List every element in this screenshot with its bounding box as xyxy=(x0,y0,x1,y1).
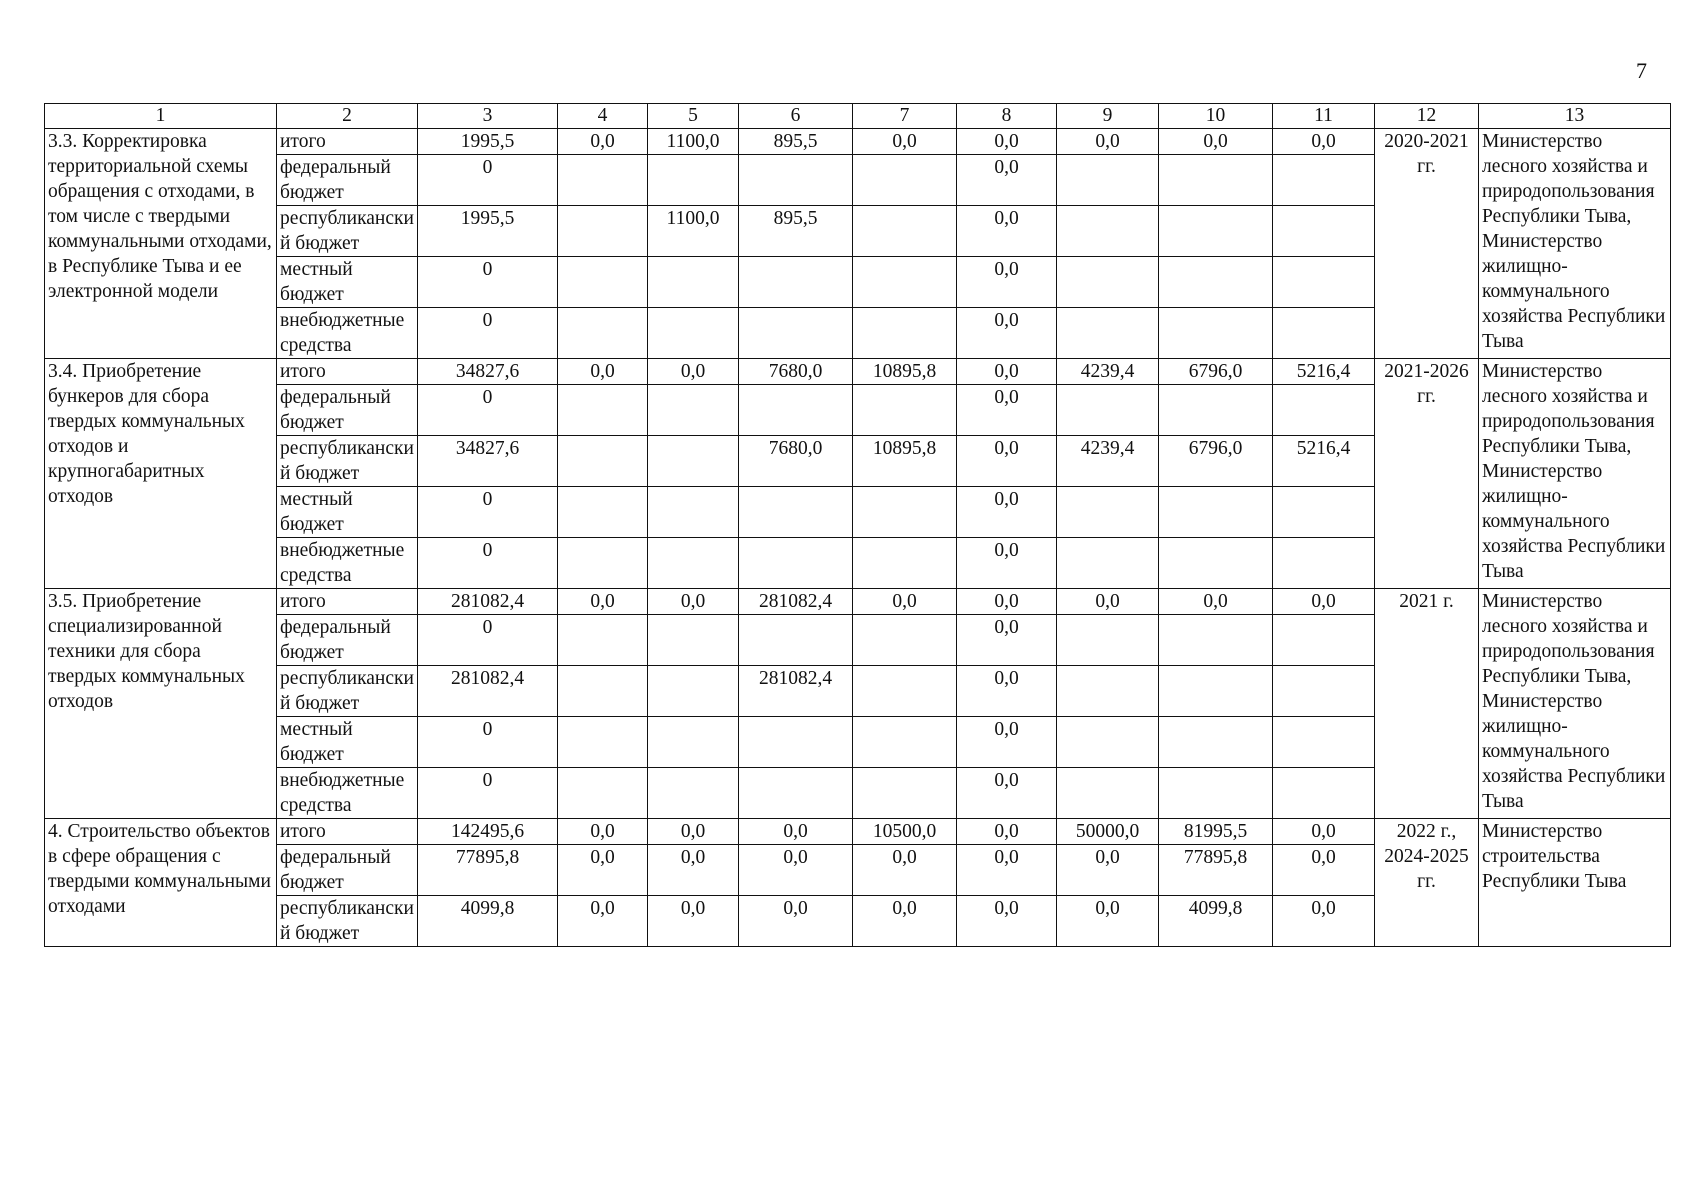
amount-cell: 0,0 xyxy=(957,717,1057,768)
amount-cell: 0,0 xyxy=(957,896,1057,947)
amount-cell: 281082,4 xyxy=(739,666,853,717)
funding-source: внебюджетные средства xyxy=(277,768,418,819)
funding-source: местный бюджет xyxy=(277,257,418,308)
amount-cell xyxy=(648,768,739,819)
amount-cell xyxy=(1159,768,1273,819)
amount-cell xyxy=(853,487,957,538)
column-number-row xyxy=(45,104,1671,129)
amount-cell xyxy=(1057,538,1159,589)
amount-cell xyxy=(1057,308,1159,359)
amount-cell: 6796,0 xyxy=(1159,359,1273,385)
amount-cell xyxy=(648,717,739,768)
column-number-9: 9 xyxy=(1057,104,1159,129)
amount-cell xyxy=(1273,717,1375,768)
column-number-12: 12 xyxy=(1375,104,1479,129)
column-number-13: 13 xyxy=(1479,104,1671,129)
amount-cell: 0,0 xyxy=(853,845,957,896)
amount-cell: 0,0 xyxy=(957,666,1057,717)
amount-cell xyxy=(1057,206,1159,257)
funding-source: федеральный бюджет xyxy=(277,615,418,666)
amount-cell xyxy=(558,666,648,717)
amount-cell: 1995,5 xyxy=(418,129,558,155)
funding-source: местный бюджет xyxy=(277,717,418,768)
amount-cell xyxy=(1273,487,1375,538)
amount-cell xyxy=(648,487,739,538)
amount-cell xyxy=(648,385,739,436)
amount-cell: 0,0 xyxy=(739,819,853,845)
amount-cell xyxy=(1273,666,1375,717)
responsible-executor: Министерство лесного хозяйства и природопользования Республики Тыва, Министерство жилищно-коммунального хозяйства Республики Тыва xyxy=(1479,359,1671,589)
table-row xyxy=(45,129,1671,155)
amount-cell xyxy=(648,155,739,206)
amount-cell: 0,0 xyxy=(648,359,739,385)
amount-cell xyxy=(1159,666,1273,717)
amount-cell xyxy=(1159,487,1273,538)
funding-source: республиканский бюджет xyxy=(277,666,418,717)
table-row xyxy=(45,819,1671,845)
amount-cell: 0,0 xyxy=(957,385,1057,436)
page-number: 7 xyxy=(1636,58,1647,83)
amount-cell: 10895,8 xyxy=(853,359,957,385)
amount-cell xyxy=(739,768,853,819)
amount-cell: 0,0 xyxy=(648,845,739,896)
amount-cell: 0 xyxy=(418,385,558,436)
funding-source: итого xyxy=(277,129,418,155)
amount-cell: 0,0 xyxy=(957,615,1057,666)
amount-cell xyxy=(558,206,648,257)
amount-cell: 281082,4 xyxy=(418,589,558,615)
amount-cell: 0,0 xyxy=(648,589,739,615)
amount-cell: 281082,4 xyxy=(739,589,853,615)
amount-cell xyxy=(1273,538,1375,589)
amount-cell xyxy=(648,538,739,589)
column-number-3: 3 xyxy=(418,104,558,129)
funding-source: республиканский бюджет xyxy=(277,896,418,947)
amount-cell xyxy=(558,385,648,436)
amount-cell: 0,0 xyxy=(1057,896,1159,947)
amount-cell xyxy=(853,717,957,768)
amount-cell: 0,0 xyxy=(1273,845,1375,896)
amount-cell xyxy=(1057,257,1159,308)
column-number-5: 5 xyxy=(648,104,739,129)
column-number-11: 11 xyxy=(1273,104,1375,129)
amount-cell: 0,0 xyxy=(957,768,1057,819)
table-row xyxy=(45,359,1671,385)
amount-cell xyxy=(648,436,739,487)
amount-cell xyxy=(558,436,648,487)
amount-cell xyxy=(1057,768,1159,819)
amount-cell xyxy=(1057,615,1159,666)
amount-cell xyxy=(1273,206,1375,257)
amount-cell: 0,0 xyxy=(957,206,1057,257)
amount-cell: 0,0 xyxy=(1057,845,1159,896)
amount-cell xyxy=(853,385,957,436)
amount-cell xyxy=(1159,257,1273,308)
amount-cell xyxy=(648,308,739,359)
amount-cell: 0,0 xyxy=(1057,589,1159,615)
amount-cell: 0,0 xyxy=(558,359,648,385)
amount-cell xyxy=(853,615,957,666)
amount-cell: 0,0 xyxy=(957,359,1057,385)
funding-source: итого xyxy=(277,359,418,385)
amount-cell: 0,0 xyxy=(739,845,853,896)
amount-cell: 50000,0 xyxy=(1057,819,1159,845)
amount-cell: 0,0 xyxy=(1273,896,1375,947)
amount-cell xyxy=(648,615,739,666)
column-number-1: 1 xyxy=(45,104,277,129)
amount-cell: 0,0 xyxy=(957,845,1057,896)
amount-cell: 34827,6 xyxy=(418,359,558,385)
amount-cell: 0,0 xyxy=(957,819,1057,845)
amount-cell: 0,0 xyxy=(1273,129,1375,155)
amount-cell: 0,0 xyxy=(957,538,1057,589)
amount-cell xyxy=(1057,717,1159,768)
funding-source: федеральный бюджет xyxy=(277,155,418,206)
amount-cell xyxy=(739,615,853,666)
funding-source: федеральный бюджет xyxy=(277,845,418,896)
amount-cell: 4099,8 xyxy=(1159,896,1273,947)
amount-cell: 0,0 xyxy=(957,436,1057,487)
funding-source: местный бюджет xyxy=(277,487,418,538)
amount-cell: 0 xyxy=(418,155,558,206)
amount-cell xyxy=(1159,385,1273,436)
amount-cell: 0,0 xyxy=(1159,589,1273,615)
funding-source: итого xyxy=(277,819,418,845)
implementation-period: 2022 г., 2024-2025 гг. xyxy=(1375,819,1479,947)
responsible-executor: Министерство лесного хозяйства и природопользования Республики Тыва, Министерство жилищно-коммунального хозяйства Республики Тыва xyxy=(1479,129,1671,359)
amount-cell: 0,0 xyxy=(957,155,1057,206)
funding-source: федеральный бюджет xyxy=(277,385,418,436)
amount-cell: 5216,4 xyxy=(1273,359,1375,385)
amount-cell: 0,0 xyxy=(558,896,648,947)
funding-source: внебюджетные средства xyxy=(277,308,418,359)
amount-cell xyxy=(739,717,853,768)
amount-cell xyxy=(1159,538,1273,589)
amount-cell xyxy=(1159,206,1273,257)
amount-cell xyxy=(558,717,648,768)
budget-table xyxy=(44,103,1671,947)
amount-cell: 0,0 xyxy=(1057,129,1159,155)
amount-cell xyxy=(558,538,648,589)
amount-cell: 142495,6 xyxy=(418,819,558,845)
amount-cell: 895,5 xyxy=(739,129,853,155)
amount-cell: 10500,0 xyxy=(853,819,957,845)
table-body xyxy=(45,129,1671,947)
column-number-4: 4 xyxy=(558,104,648,129)
amount-cell: 4099,8 xyxy=(418,896,558,947)
implementation-period: 2021-2026 гг. xyxy=(1375,359,1479,589)
amount-cell: 0,0 xyxy=(648,896,739,947)
amount-cell xyxy=(1057,487,1159,538)
amount-cell xyxy=(1159,155,1273,206)
measure-name: 4. Строительство объектов в сфере обращения с твердыми коммунальными отходами xyxy=(45,819,277,947)
amount-cell: 77895,8 xyxy=(418,845,558,896)
amount-cell: 0,0 xyxy=(1159,129,1273,155)
funding-source: внебюджетные средства xyxy=(277,538,418,589)
amount-cell xyxy=(739,538,853,589)
amount-cell xyxy=(853,206,957,257)
amount-cell: 895,5 xyxy=(739,206,853,257)
amount-cell xyxy=(558,257,648,308)
measure-name: 3.5. Приобретение специализированной техники для сбора твердых коммунальных отходов xyxy=(45,589,277,819)
amount-cell xyxy=(1273,155,1375,206)
amount-cell: 0 xyxy=(418,257,558,308)
table-header xyxy=(45,104,1671,129)
implementation-period: 2020-2021 гг. xyxy=(1375,129,1479,359)
budget-table-container xyxy=(44,103,1670,947)
amount-cell: 1100,0 xyxy=(648,206,739,257)
amount-cell xyxy=(1057,155,1159,206)
measure-name: 3.3. Корректировка территориальной схемы обращения с отходами, в том числе с твердыми коммунальными отходами, в Республике Тыва и ее электронной модели xyxy=(45,129,277,359)
column-number-8: 8 xyxy=(957,104,1057,129)
amount-cell: 7680,0 xyxy=(739,436,853,487)
amount-cell xyxy=(1057,666,1159,717)
amount-cell: 0,0 xyxy=(558,129,648,155)
funding-source: республиканский бюджет xyxy=(277,436,418,487)
amount-cell xyxy=(1159,615,1273,666)
amount-cell xyxy=(739,155,853,206)
amount-cell xyxy=(558,155,648,206)
amount-cell xyxy=(853,308,957,359)
amount-cell xyxy=(558,487,648,538)
amount-cell: 0 xyxy=(418,487,558,538)
amount-cell xyxy=(1159,717,1273,768)
amount-cell: 0,0 xyxy=(1273,819,1375,845)
implementation-period: 2021 г. xyxy=(1375,589,1479,819)
column-number-6: 6 xyxy=(739,104,853,129)
column-number-7: 7 xyxy=(853,104,957,129)
responsible-executor: Министерство строительства Республики Тыва xyxy=(1479,819,1671,947)
amount-cell xyxy=(1159,308,1273,359)
amount-cell xyxy=(739,308,853,359)
amount-cell: 0 xyxy=(418,538,558,589)
amount-cell: 34827,6 xyxy=(418,436,558,487)
amount-cell xyxy=(853,257,957,308)
amount-cell: 4239,4 xyxy=(1057,359,1159,385)
amount-cell xyxy=(1273,257,1375,308)
column-number-2: 2 xyxy=(277,104,418,129)
amount-cell: 5216,4 xyxy=(1273,436,1375,487)
amount-cell: 0,0 xyxy=(558,819,648,845)
amount-cell: 0,0 xyxy=(853,589,957,615)
amount-cell xyxy=(853,666,957,717)
amount-cell xyxy=(1273,615,1375,666)
column-number-10: 10 xyxy=(1159,104,1273,129)
amount-cell xyxy=(739,487,853,538)
amount-cell xyxy=(739,257,853,308)
amount-cell: 0,0 xyxy=(957,487,1057,538)
amount-cell xyxy=(648,666,739,717)
amount-cell: 77895,8 xyxy=(1159,845,1273,896)
amount-cell: 0,0 xyxy=(957,308,1057,359)
amount-cell: 6796,0 xyxy=(1159,436,1273,487)
amount-cell: 10895,8 xyxy=(853,436,957,487)
amount-cell: 0,0 xyxy=(558,589,648,615)
amount-cell: 0 xyxy=(418,717,558,768)
amount-cell xyxy=(1273,308,1375,359)
amount-cell xyxy=(853,768,957,819)
amount-cell: 0,0 xyxy=(853,896,957,947)
amount-cell: 0,0 xyxy=(648,819,739,845)
amount-cell xyxy=(558,615,648,666)
amount-cell: 0,0 xyxy=(957,589,1057,615)
amount-cell xyxy=(648,257,739,308)
funding-source: республиканский бюджет xyxy=(277,206,418,257)
amount-cell: 7680,0 xyxy=(739,359,853,385)
responsible-executor: Министерство лесного хозяйства и природопользования Республики Тыва, Министерство жилищно-коммунального хозяйства Республики Тыва xyxy=(1479,589,1671,819)
amount-cell: 0,0 xyxy=(739,896,853,947)
amount-cell: 0 xyxy=(418,768,558,819)
amount-cell xyxy=(1273,768,1375,819)
amount-cell xyxy=(853,155,957,206)
funding-source: итого xyxy=(277,589,418,615)
amount-cell: 0,0 xyxy=(853,129,957,155)
measure-name: 3.4. Приобретение бункеров для сбора твердых коммунальных отходов и крупногабаритных отходов xyxy=(45,359,277,589)
amount-cell: 0,0 xyxy=(558,845,648,896)
amount-cell xyxy=(853,538,957,589)
amount-cell xyxy=(1057,385,1159,436)
amount-cell: 0 xyxy=(418,308,558,359)
amount-cell: 0,0 xyxy=(957,129,1057,155)
amount-cell: 81995,5 xyxy=(1159,819,1273,845)
amount-cell xyxy=(1273,385,1375,436)
amount-cell: 0,0 xyxy=(957,257,1057,308)
amount-cell xyxy=(558,768,648,819)
amount-cell xyxy=(739,385,853,436)
amount-cell: 281082,4 xyxy=(418,666,558,717)
amount-cell: 0 xyxy=(418,615,558,666)
amount-cell xyxy=(558,308,648,359)
amount-cell: 1100,0 xyxy=(648,129,739,155)
amount-cell: 4239,4 xyxy=(1057,436,1159,487)
amount-cell: 0,0 xyxy=(1273,589,1375,615)
amount-cell: 1995,5 xyxy=(418,206,558,257)
table-row xyxy=(45,589,1671,615)
